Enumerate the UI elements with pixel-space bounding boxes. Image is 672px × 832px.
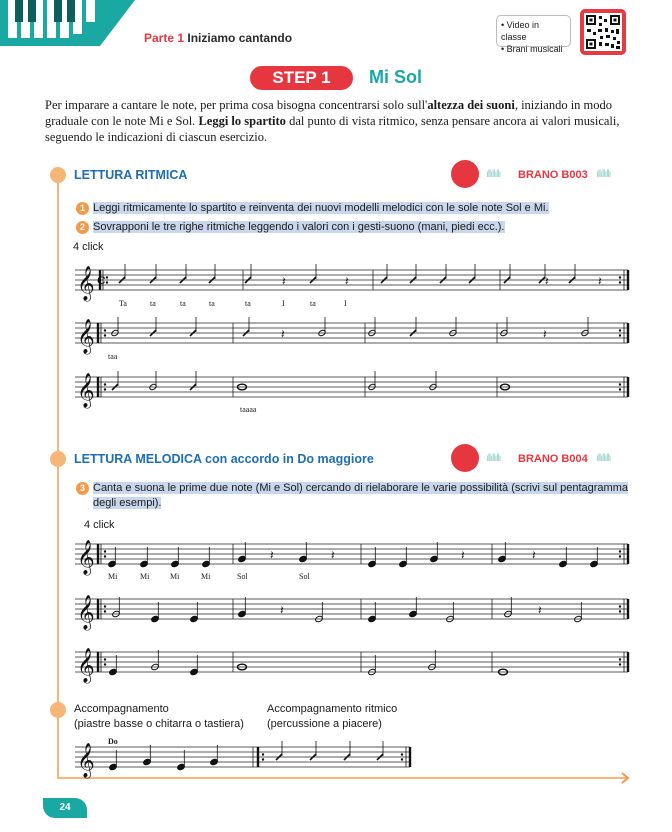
syllable: taaaa bbox=[240, 405, 257, 414]
accompaniment-right-subtitle: (percussione a piacere) bbox=[267, 718, 382, 730]
syllable: Sol bbox=[237, 572, 248, 581]
repeat-dot bbox=[619, 383, 621, 385]
quarter-rest-icon: 𝄽 bbox=[538, 603, 542, 617]
repeat-dot bbox=[619, 388, 621, 390]
quarter-rest-icon: 𝄽 bbox=[280, 603, 284, 617]
intro-bold-1: altezza dei suoni bbox=[427, 98, 515, 112]
quarter-rest-icon: 𝄽 bbox=[281, 327, 285, 341]
accompaniment-left-title: Accompagnamento bbox=[74, 703, 169, 715]
repeat-dot bbox=[619, 658, 621, 660]
repeat-dot bbox=[619, 329, 621, 331]
treble-clef-icon: 𝄞 bbox=[77, 319, 95, 354]
syllable: Mi bbox=[201, 572, 211, 581]
repeat-dot bbox=[104, 658, 106, 660]
quarter-rest-icon: 𝄽 bbox=[543, 327, 547, 341]
repeat-dot bbox=[104, 388, 106, 390]
quarter-rest-icon: 𝄽 bbox=[282, 274, 286, 288]
repeat-dot bbox=[401, 758, 403, 760]
syllable: Mi bbox=[170, 572, 180, 581]
intro-text-1: Per imparare a cantare le note, per prima cosa bisogna concentrarsi solo sull' bbox=[45, 98, 428, 112]
quarter-rest-icon: 𝄽 bbox=[461, 548, 465, 562]
repeat-dot bbox=[619, 605, 621, 607]
treble-clef-icon: 𝄞 bbox=[77, 595, 95, 630]
brano-label-b004[interactable]: BRANO B004 bbox=[518, 453, 588, 465]
syllable: I bbox=[344, 299, 347, 308]
page-number: 24 bbox=[43, 798, 87, 818]
sound-wave-icon: ıllıllıllı bbox=[596, 453, 611, 464]
instruction-1-text: Leggi ritmicamente lo spartito e reinventa dei nuovi modelli melodici con le sole note Sol e Mi. bbox=[93, 202, 549, 214]
quarter-rest-icon: 𝄽 bbox=[270, 548, 274, 562]
sound-wave-icon: ıllıllıllı bbox=[596, 169, 611, 180]
syllable: Ta bbox=[119, 299, 127, 308]
instruction-number: 2 bbox=[76, 221, 89, 234]
repeat-dot bbox=[619, 555, 621, 557]
quarter-rest-icon: 𝄽 bbox=[598, 274, 602, 288]
syllable: ta bbox=[245, 299, 251, 308]
sound-wave-icon: ıllıllıllı bbox=[486, 169, 501, 180]
syllable: taa bbox=[108, 352, 118, 361]
chord-label: Do bbox=[108, 737, 118, 746]
syllable: ta bbox=[209, 299, 215, 308]
quarter-rest-icon: 𝄽 bbox=[331, 548, 335, 562]
repeat-dot bbox=[104, 383, 106, 385]
repeat-dot bbox=[619, 281, 621, 283]
repeat-dot bbox=[401, 753, 403, 755]
repeat-dot bbox=[619, 334, 621, 336]
repeat-dot bbox=[104, 610, 106, 612]
repeat-dot bbox=[262, 753, 264, 755]
instruction-3-text: Canta e suona le prime due note (Mi e Sol) cercando di rielaborare le varie possibilità (scrivi sul pentagramma degli esempi). bbox=[93, 482, 628, 509]
treble-clef-icon: 𝄞 bbox=[77, 373, 95, 408]
click-count: 4 click bbox=[84, 519, 115, 531]
quarter-rest-icon: 𝄽 bbox=[532, 548, 536, 562]
common-time-icon: c bbox=[97, 272, 106, 288]
accompaniment-left-subtitle: (piastre basse o chitarra o tastiera) bbox=[74, 718, 244, 730]
repeat-dot bbox=[104, 329, 106, 331]
syllable: I bbox=[282, 299, 285, 308]
syllable: ta bbox=[150, 299, 156, 308]
syllable: ta bbox=[180, 299, 186, 308]
section-title-melodica: LETTURA MELODICA con accordo in Do maggiore bbox=[74, 452, 374, 466]
quarter-rest-icon: 𝄽 bbox=[545, 274, 549, 288]
media-item-video: • Video in classe bbox=[501, 20, 540, 42]
accompaniment-right-title: Accompagnamento ritmico bbox=[267, 703, 398, 715]
intro-bold-2: Leggi lo spartito bbox=[198, 114, 286, 128]
instruction-number: 1 bbox=[76, 202, 89, 215]
repeat-dot bbox=[106, 276, 108, 278]
part-label: Parte 1 bbox=[144, 31, 185, 45]
click-count: 4 click bbox=[73, 241, 104, 253]
quarter-rest-icon: 𝄽 bbox=[345, 274, 349, 288]
repeat-dot bbox=[106, 281, 108, 283]
repeat-dot bbox=[619, 550, 621, 552]
repeat-dot bbox=[104, 555, 106, 557]
brano-label-b003[interactable]: BRANO B003 bbox=[518, 169, 588, 181]
syllable: Mi bbox=[108, 572, 118, 581]
repeat-dot bbox=[104, 605, 106, 607]
repeat-dot bbox=[104, 334, 106, 336]
intro-text-2: , iniziando in modo graduale con le note Mi e Sol. bbox=[45, 98, 613, 128]
instruction-number: 3 bbox=[76, 482, 89, 495]
syllable: ta bbox=[310, 299, 316, 308]
part-title: Iniziamo cantando bbox=[187, 31, 293, 45]
repeat-dot bbox=[619, 610, 621, 612]
repeat-dot bbox=[104, 663, 106, 665]
treble-clef-icon: 𝄞 bbox=[77, 743, 95, 778]
step-title: Mi Sol bbox=[369, 67, 422, 87]
instruction-2-text: Sovrapponi le tre righe ritmiche leggendo i valori con i gesti-suono (mani, piedi ecc.). bbox=[93, 221, 505, 233]
media-item-brani: • Brani musicali bbox=[501, 44, 563, 54]
sound-wave-icon: ıllıllıllı bbox=[486, 453, 501, 464]
treble-clef-icon: 𝄞 bbox=[77, 266, 95, 301]
repeat-dot bbox=[619, 663, 621, 665]
syllable: Sol bbox=[299, 572, 310, 581]
syllable: Mi bbox=[140, 572, 150, 581]
section-title-ritmica: LETTURA RITMICA bbox=[74, 168, 188, 182]
repeat-dot bbox=[262, 758, 264, 760]
repeat-dot bbox=[619, 276, 621, 278]
treble-clef-icon: 𝄞 bbox=[77, 540, 95, 575]
step-badge: STEP 1 bbox=[250, 66, 353, 90]
intro-text-3: dal punto di vista ritmico, senza pensare ancora ai valori musicali, seguendo le indicazioni di ciascun esercizio. bbox=[45, 114, 620, 144]
treble-clef-icon: 𝄞 bbox=[77, 648, 95, 683]
repeat-dot bbox=[104, 550, 106, 552]
